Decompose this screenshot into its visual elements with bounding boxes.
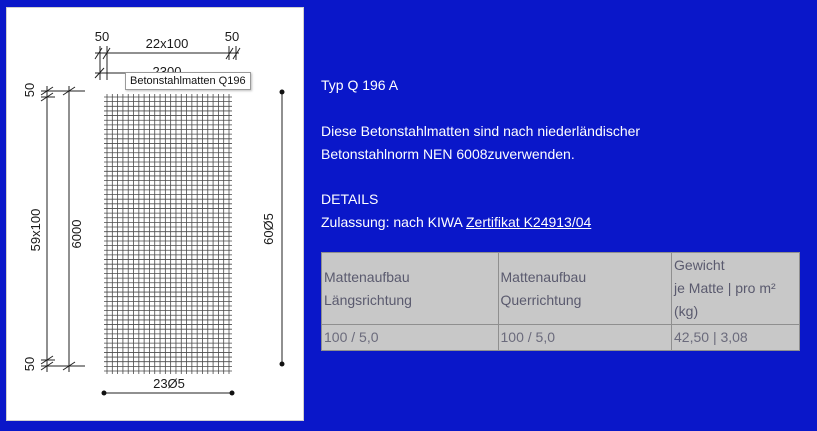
cell-transverse: 100 / 5,0 [498,325,672,351]
dim-bottom-bars: 23Ø5 [153,376,185,391]
cell-longitudinal: 100 / 5,0 [322,325,499,351]
spec-table [321,252,800,351]
certificate-link[interactable]: Zertifikat K24913/04 [466,214,592,230]
dim-left-top: 50 [94,29,110,44]
header-transverse [498,253,672,325]
right-dim-end-dot [280,362,285,367]
header-cell-line: je Matte | pro m² [674,280,776,296]
description-line-2: Betonstahlnorm NEN 6008zuverwenden. [321,146,575,162]
dim-left-50-top: 50 [22,82,37,98]
header-cell-line: Mattenaufbau [324,268,410,285]
product-type: Typ Q 196 A [321,77,399,93]
header-cell-line: Querrichtung [500,291,582,308]
header-cell-line: Längsrichtung [324,291,412,308]
bottom-dim-start-dot [102,391,107,396]
mesh-drawing [6,7,304,421]
mesh-grid [104,94,232,374]
dim-height: 6000 [69,219,84,249]
right-dim-start-dot [280,90,285,95]
details-heading: DETAILS [321,191,379,207]
header-weight [672,253,800,325]
cell-weight: 42,50 | 3,08 [672,325,800,351]
description-line-1: Diese Betonstahlmatten sind nach niederländischer [321,123,641,139]
header-cell-line: Gewicht [674,257,725,273]
dim-left-vertical: 59x100 [28,208,43,252]
bottom-dim-end-dot [230,391,235,396]
dim-left-50-bottom: 50 [22,356,37,372]
approval-line [321,211,801,234]
mesh-svg [7,8,305,422]
table-row [322,325,800,351]
dim-right-bars: 60Ø5 [261,213,276,245]
header-cell-line: Mattenaufbau [500,268,587,285]
header-cell-line: (kg) [674,303,699,319]
dim-right-top: 50 [224,29,240,44]
table-header-row [322,253,800,325]
dim-spacing-top: 22x100 [145,36,189,51]
product-description [321,120,801,166]
mesh-tooltip: Betonstahlmatten Q196 [125,72,251,90]
header-longitudinal [322,253,499,325]
product-details [321,74,801,234]
approval-prefix: Zulassung: nach KIWA [321,214,466,230]
